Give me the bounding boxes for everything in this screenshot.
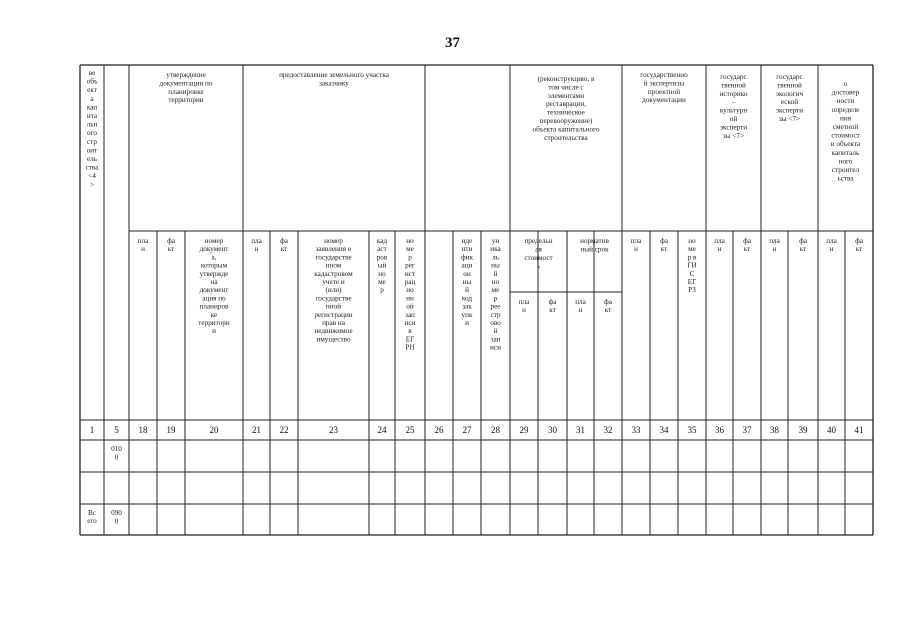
column-number: 21 (252, 425, 261, 435)
norm-term-header: норматив ный срок (580, 237, 609, 254)
cadastral-number-header: кад аст ров ый но ме р (376, 237, 388, 295)
doc-number-header: номер документ а, которым утвержде на документ ация по планиров ке территори и (198, 237, 230, 336)
column-number: 18 (138, 425, 148, 435)
column-number: 37 (742, 425, 752, 435)
column-number: 36 (715, 425, 724, 435)
column-number: 5 (114, 425, 119, 435)
column-number: 39 (798, 425, 808, 435)
column-number: 41 (854, 425, 864, 435)
gisegrz-number-header: но ме р в ГИ С ЕГ РЗ (687, 237, 697, 295)
column-number: 38 (770, 425, 779, 435)
column-number: 25 (405, 425, 415, 435)
column-number: 40 (827, 425, 836, 435)
column-number: 26 (434, 425, 444, 435)
header-land: предоставление земельного участка заказчику (279, 71, 389, 88)
plan-header: пла н (575, 298, 586, 315)
column-number: 23 (329, 425, 338, 435)
plan-header: пла н (769, 237, 780, 254)
page-number: 37 (445, 35, 460, 51)
plan-header: пла н (630, 237, 642, 254)
fact-header: фа кт (743, 237, 751, 254)
plan-header: пла н (518, 298, 530, 315)
column-number: 20 (209, 425, 219, 435)
fact-header: фа кт (660, 237, 668, 254)
header-reconstruction: (реконструкцию, в том числе с элементами реставрации, техническое перевооружение) объекта капитального строительства (532, 75, 600, 142)
header-estimate: о достовер ности определе ния сметной стоимост и объекта капиталь ного строител ьства (830, 80, 861, 183)
column-number: 27 (462, 425, 472, 435)
column-number: 29 (519, 425, 529, 435)
column-number: 19 (166, 425, 176, 435)
plan-header: пла н (251, 237, 262, 254)
plan-header: пла н (826, 237, 837, 254)
column-number: 24 (377, 425, 387, 435)
header-hist-expertise: государс твенной историко -культурн ой эксперти зы <7> (719, 73, 748, 140)
row-code: 010 0 (111, 445, 122, 462)
column-number: 35 (687, 425, 697, 435)
column-number: 31 (576, 425, 585, 435)
header-object-name: ве объ ект а кап ита льн ого стр оит ель ства <4 > (85, 69, 99, 189)
plan-header: пла н (137, 237, 149, 254)
fact-header: фа кт (604, 298, 612, 315)
column-number: 34 (659, 425, 669, 435)
column-number: 33 (631, 425, 641, 435)
column-number: 30 (548, 425, 557, 435)
application-number-header: номер заявления о государстве нном кадастровом учете и (или) государстве нной регистрации прав на недвижимое имущество (314, 237, 353, 344)
fact-header: фа кт (548, 298, 557, 315)
row-label: Вс его (87, 509, 97, 526)
max-cost-header: предельн ая стоимост ь (524, 237, 553, 271)
header-eco-expertise: государс твенной экологич еской эксперти зы <7> (775, 73, 804, 123)
fact-header: фа кт (799, 237, 807, 254)
fact-header: фа кт (855, 237, 863, 254)
fact-header: фа кт (167, 237, 175, 254)
fact-header: фа кт (280, 237, 288, 254)
column-number: 28 (491, 425, 500, 435)
column-number: 22 (279, 425, 289, 435)
id-code-header: иде нти фик аци он ны й код зак упк и (461, 237, 473, 327)
column-number: 32 (603, 425, 613, 435)
registry-number-header: ун ика ль ны й но ме р рее стр ово й зап иси (490, 237, 501, 352)
column-number: 1 (89, 425, 95, 435)
plan-header: пла н (714, 237, 725, 254)
header-doc-planning: утверждение документации по планировке территории (159, 71, 213, 105)
header-state-expertise: государственно й экспертизы проектной документации (640, 71, 688, 105)
egrn-number-header: но ме р рег ист рац ио нн ой зап иси в ЕГ РН (404, 237, 416, 352)
row-code: 090 0 (111, 509, 122, 526)
